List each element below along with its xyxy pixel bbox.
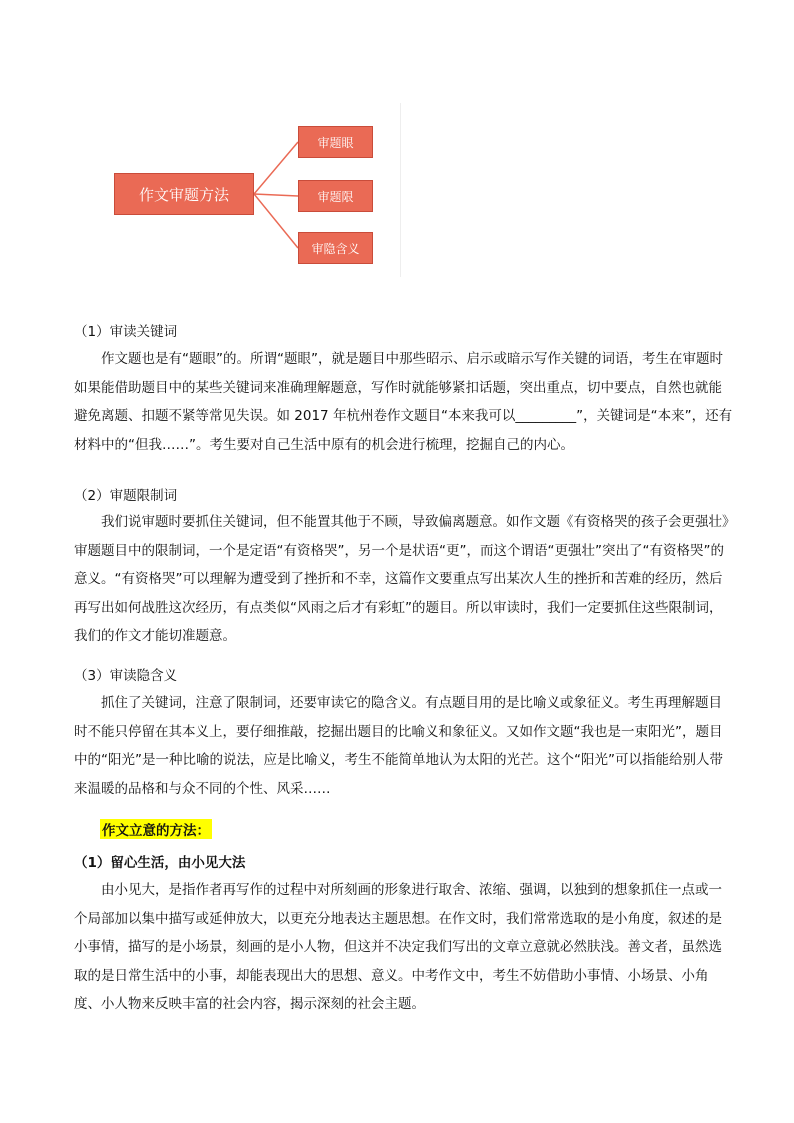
connector-line xyxy=(254,194,298,196)
section-paragraph: 抓住了关键词，注意了限制词，还要审读它的隐含义。有点题目用的是比喻义或象征义。考生再理解题目时不能只停留在其本义上，要仔细推敲，挖掘出题目的比喻义和象征义。又如作文题“我也是一束阳光”，题目中的“阳光”是一种比喻的说法，应是比喻义，考生不能简单地认为太阳的光芒。这个“阳光”可以指能给别人带来温暖的品格和与众不同的个性、风采…… xyxy=(74,695,723,797)
section-heading: （3）审读隐含义 xyxy=(74,668,178,684)
section-heading: （2）审题限制词 xyxy=(74,488,178,504)
diagram-child-node: 审隐含义 xyxy=(298,232,373,264)
highlighted-heading: 作文立意的方法： xyxy=(100,819,212,839)
section-paragraph: 作文题也是有“题眼”的。所谓“题眼”，就是题目中那些昭示、启示或暗示写作关键的词语，考生在审题时如果能借助题目中的某些关键词来准确理解题意，写作时就能够紧扣话题，突出重点，切中要点，自然也就能避免离题、扣题不紧等常见失误。如 2017 年杭州卷作文题目“本来我可以_________”，关键词是“本来”，还有材料中的“但我……”。考生要对自己生活中原有的机会进行梳理，挖掘自己的内心。 xyxy=(74,351,733,453)
connector-line xyxy=(254,142,298,194)
method-diagram xyxy=(108,103,401,277)
connector-line xyxy=(254,194,298,248)
section-paragraph: 由小见大，是指作者再写作的过程中对所刻画的形象进行取舍、浓缩、强调，以独到的想象抓住一点或一个局部加以集中描写或延伸放大，以更充分地表达主题思想。在作文时，我们常常选取的是小角度，叙述的是小事情，描写的是小场景，刻画的是小人物，但这并不决定我们写出的文章立意就必然肤浅。善文者，虽然选取的是日常生活中的小事，却能表现出大的思想、意义。中考作文中，考生不妨借助小事情、小场景、小角度、小人物来反映丰富的社会内容，揭示深刻的社会主题。 xyxy=(74,882,722,1012)
section-paragraph: 我们说审题时要抓住关键词，但不能置其他于不顾，导致偏离题意。如作文题《有资格哭的孩子会更强壮》审题题目中的限制词，一个是定语“有资格哭”，另一个是状语“更”，而这个谓语“更强壮”突出了“有资格哭”的意义。“有资格哭”可以理解为遭受到了挫折和不幸，这篇作文要重点写出某次人生的挫折和苦难的经历，然后再写出如何战胜这次经历，有点类似“风雨之后才有彩虹”的题目。所以审读时，我们一定要抓住这些限制词，我们的作文才能切准题意。 xyxy=(74,514,729,644)
diagram-root-node: 作文审题方法 xyxy=(114,173,254,215)
section-heading: （1）审读关键词 xyxy=(74,324,178,340)
diagram-child-node: 审题限 xyxy=(298,180,373,212)
diagram-child-node: 审题眼 xyxy=(298,126,373,158)
section-heading: （1）留心生活，由小见大法 xyxy=(74,855,246,871)
